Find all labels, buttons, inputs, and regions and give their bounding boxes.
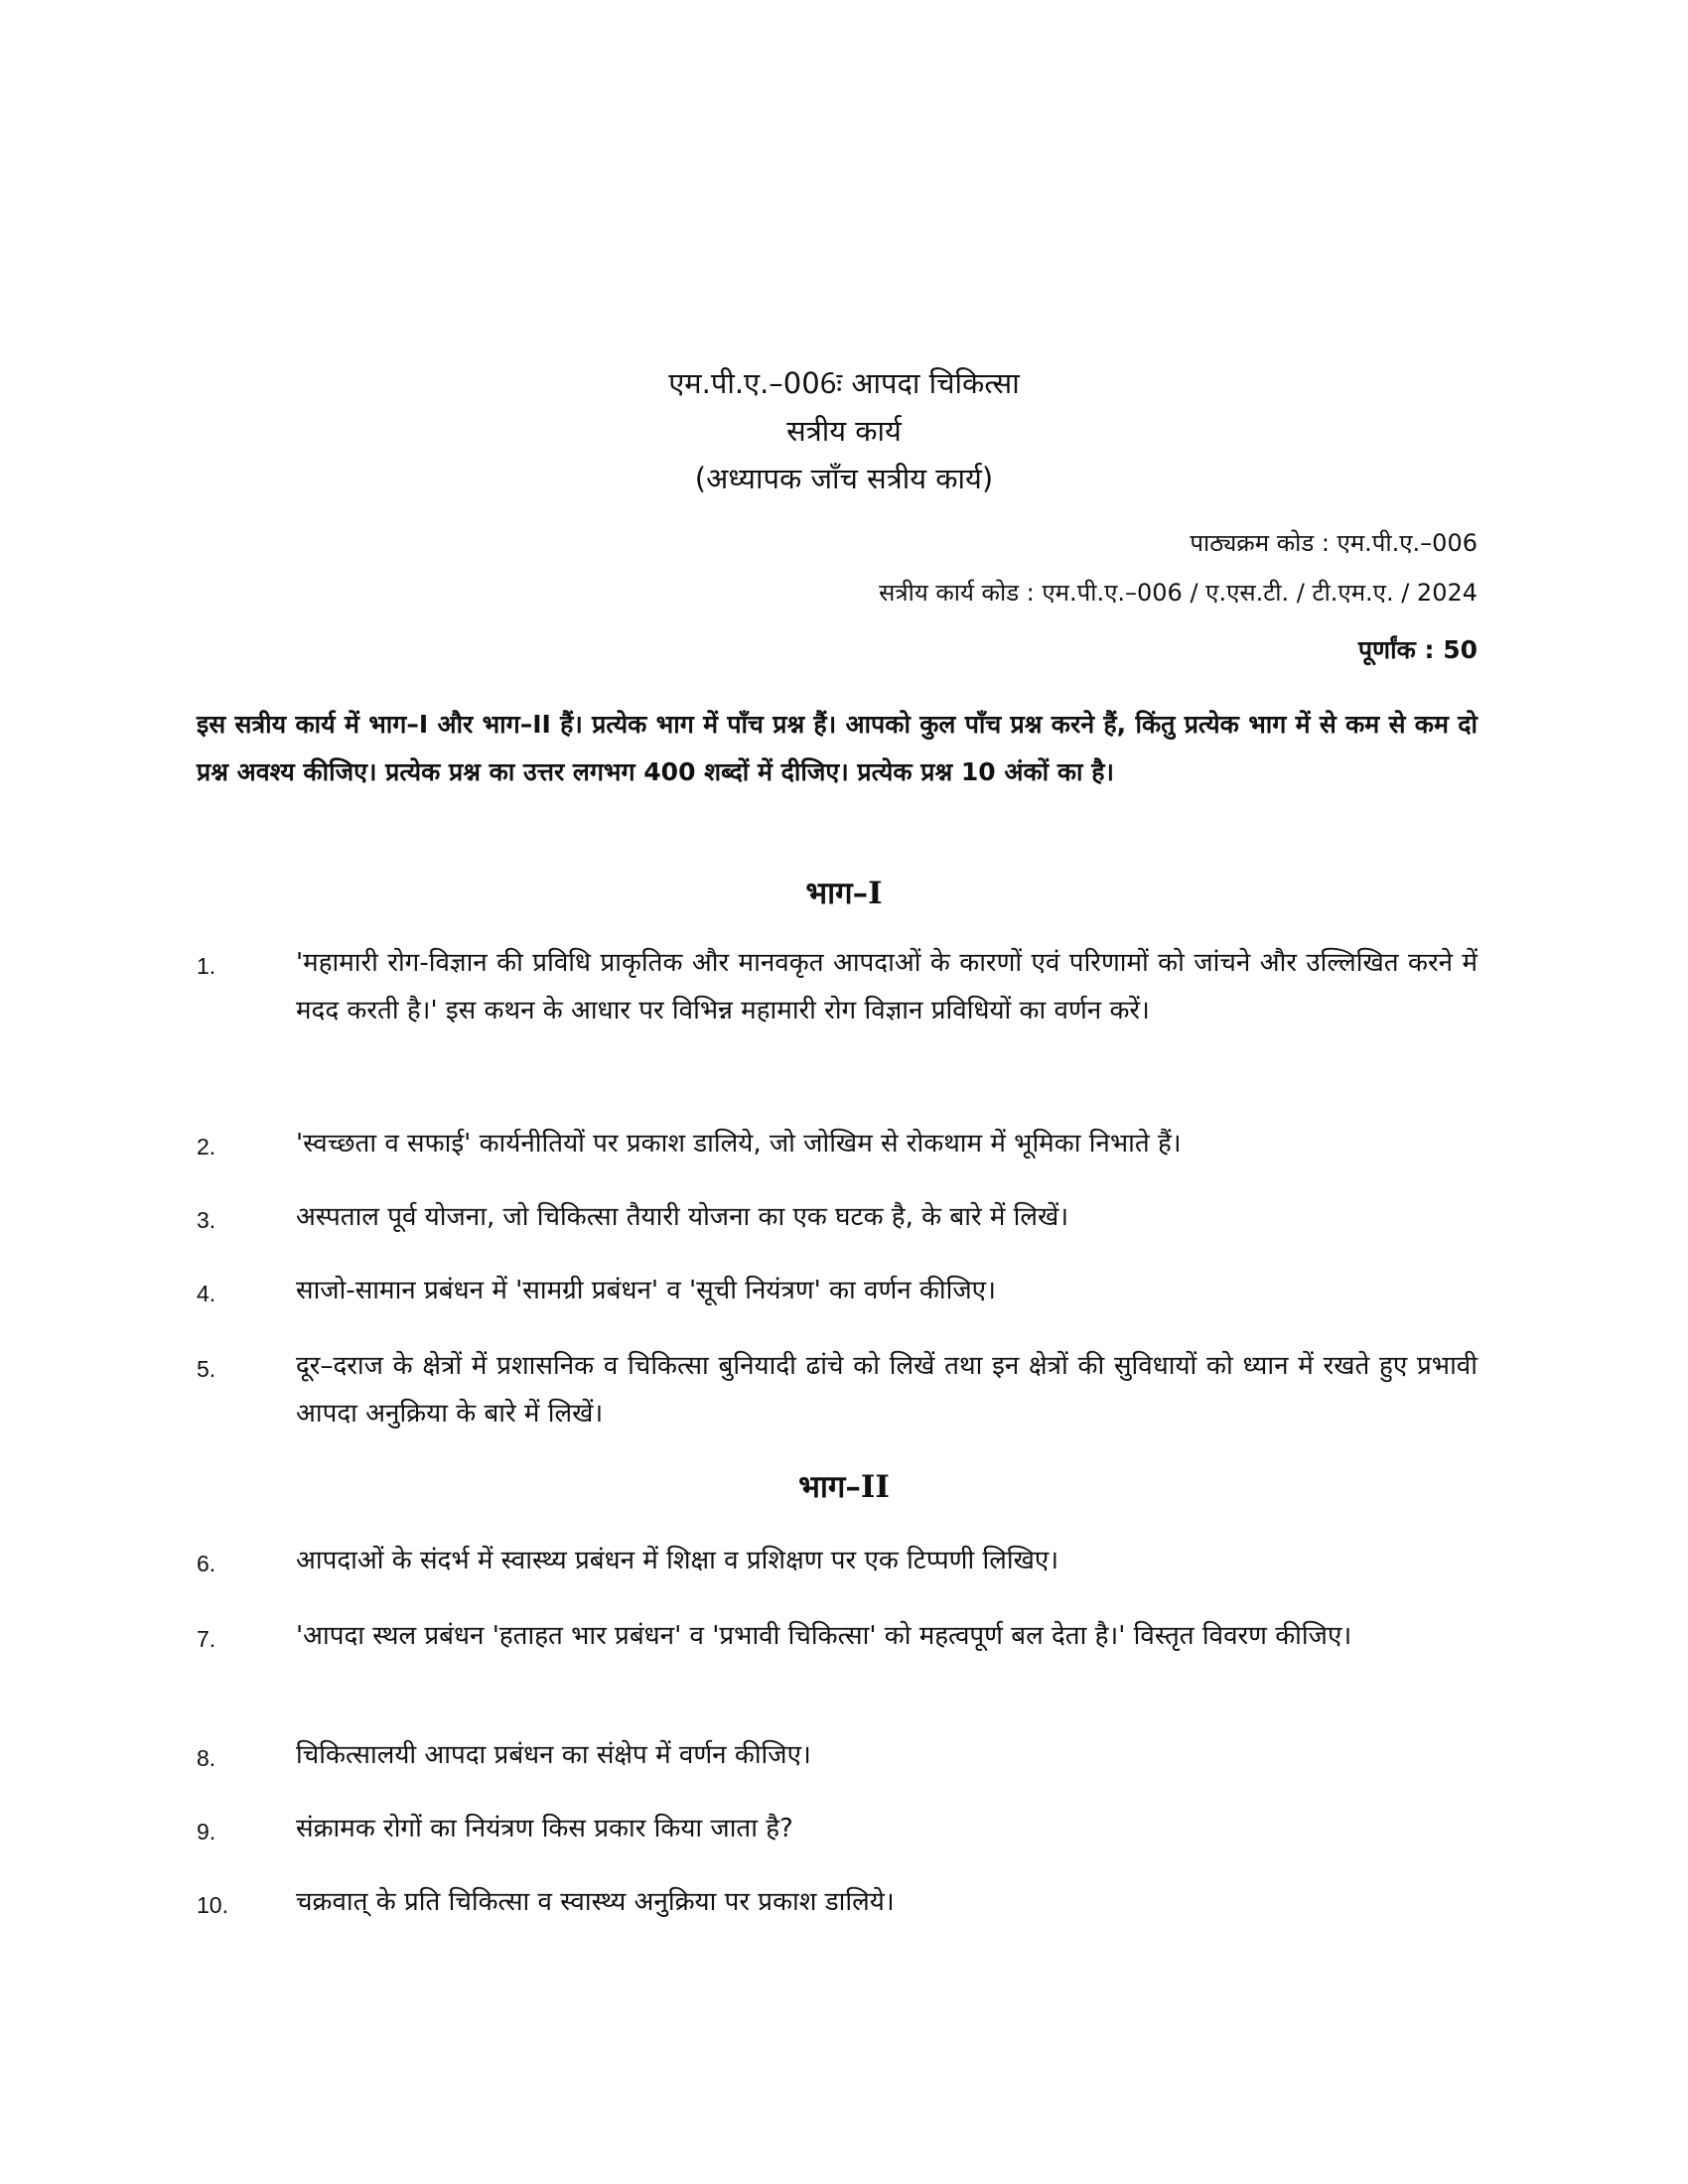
question-item <box>197 1731 1477 1779</box>
assignment-code: सत्रीय कार्य कोड : एम.पी.ए.–006 / ए.एस.टी. / टी.एम.ए. / 2024 <box>879 579 1477 607</box>
question-text: 'महामारी रोग-विज्ञान की प्रविधि प्राकृतिक और मानवकृत आपदाओं के कारणों एवं परिणामों को जांचने और उल्लिखित करने में मदद करती है।' इस कथन के आधार पर विभिन्न महामारी रोग विज्ञान प्रविधियों का वर्णन करें। <box>296 948 1477 1025</box>
question-text: 'आपदा स्थल प्रबंधन 'हताहत भार प्रबंधन' व 'प्रभावी चिकित्सा' को महत्वपूर्ण बल देता है।' विस्तृत विवरण कीजिए। <box>296 1621 1352 1651</box>
question-item <box>197 1805 1477 1852</box>
code-block <box>879 518 1477 617</box>
part2-heading: भाग–II <box>798 1469 890 1505</box>
question-number: 2. <box>197 1134 216 1160</box>
question-number: 10. <box>197 1892 228 1918</box>
instructions: इस सत्रीय कार्य में भाग–I और भाग–II हैं। प्रत्येक भाग में पाँच प्रश्न हैं। आपको कुल पाँच प्रश्न करने हैं, किंतु प्रत्येक भाग में से कम से कम दो प्रश्न अवश्य कीजिए। प्रत्येक प्रश्न का उत्तर लगभग 400 शब्दों में दीजिए। प्रत्येक प्रश्न 10 अंकों का है। <box>197 710 1477 786</box>
question-text: अस्पताल पूर्व योजना, जो चिकित्सा तैयारी योजना का एक घटक है, के बारे में लिखें। <box>296 1202 1069 1232</box>
question-item <box>197 1878 1477 1926</box>
question-number: 7. <box>197 1626 216 1652</box>
course-code: पाठ्यक्रम कोड : एम.पी.ए.–006 <box>1190 529 1477 557</box>
assignment-type: (अध्यापक जाँच सत्रीय कार्य) <box>694 462 994 495</box>
question-text: 'स्वच्छता व सफाई' कार्यनीतियों पर प्रकाश डालिये, जो जोखिम से रोकथाम में भूमिका निभाते हैं। <box>296 1129 1182 1159</box>
question-text: चिकित्सालयी आपदा प्रबंधन का संक्षेप में वर्णन कीजिए। <box>296 1740 811 1770</box>
question-item <box>197 939 1477 1034</box>
part1-heading: भाग–I <box>805 876 883 911</box>
question-item <box>197 1342 1477 1437</box>
question-number: 9. <box>197 1819 216 1844</box>
question-item <box>197 1193 1477 1241</box>
question-item <box>197 1120 1477 1167</box>
question-item <box>197 1537 1477 1584</box>
question-text: साजो-सामान प्रबंधन में 'सामग्री प्रबंधन' व 'सूची नियंत्रण' का वर्णन कीजिए। <box>296 1276 996 1305</box>
assignment-subtitle: सत्रीय कार्य <box>786 414 902 448</box>
question-number: 8. <box>197 1745 216 1771</box>
question-number: 1. <box>197 953 216 979</box>
question-number: 3. <box>197 1207 216 1233</box>
question-item <box>197 1612 1477 1660</box>
question-text: आपदाओं के संदर्भ में स्वास्थ्य प्रबंधन में शिक्षा व प्रशिक्षण पर एक टिप्पणी लिखिए। <box>296 1546 1059 1575</box>
question-item <box>197 1267 1477 1314</box>
question-text: चक्रवात् के प्रति चिकित्सा व स्वास्थ्य अनुक्रिया पर प्रकाश डालिये। <box>296 1887 895 1917</box>
course-title: एम.पी.ए.–006ः आपदा चिकित्सा <box>668 366 1020 400</box>
question-number: 6. <box>197 1551 216 1576</box>
question-number: 4. <box>197 1281 216 1306</box>
title-block <box>0 359 1688 502</box>
question-text: दूर–दराज के क्षेत्रों में प्रशासनिक व चिकित्सा बुनियादी ढांचे को लिखें तथा इन क्षेत्रों की सुविधायों को ध्यान में रखते हुए प्रभावी आपदा अनुक्रिया के बारे में लिखें। <box>296 1351 1477 1429</box>
question-text: संक्रामक रोगों का नियंत्रण किस प्रकार किया जाता है? <box>296 1814 793 1843</box>
max-marks: पूर्णांक : 50 <box>1357 635 1477 664</box>
question-number: 5. <box>197 1356 216 1382</box>
